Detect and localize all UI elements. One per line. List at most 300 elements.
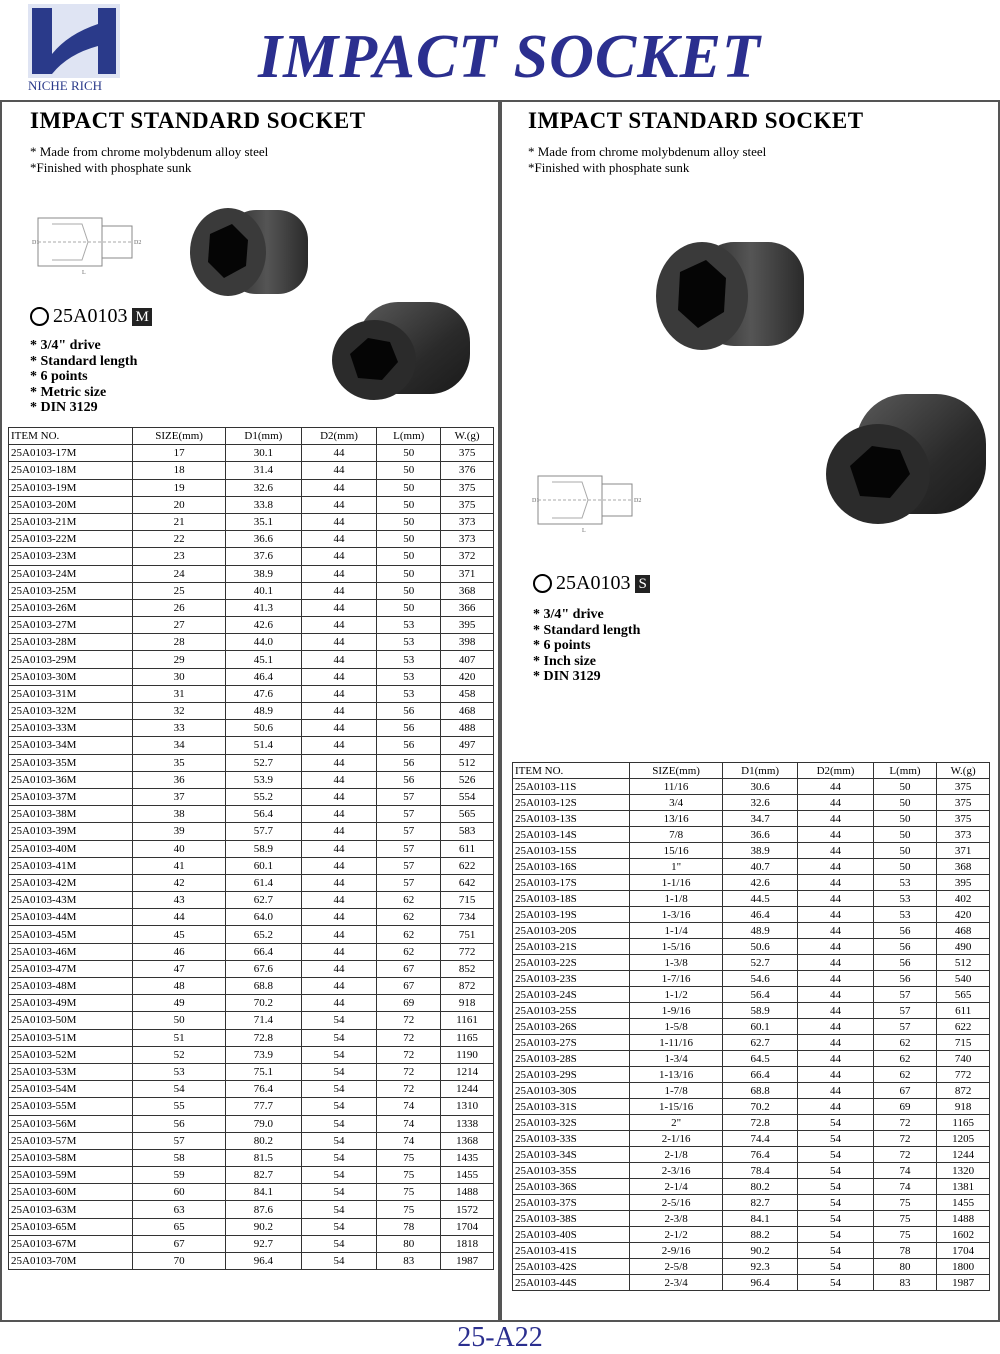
table-row: [9, 926, 494, 943]
table-cell: 25A0103-20M: [9, 496, 133, 513]
table-cell: 25A0103-42M: [9, 874, 133, 891]
table-row: [513, 779, 990, 795]
table-cell: 375: [441, 445, 494, 462]
table-cell: 622: [937, 1019, 990, 1035]
table-cell: 47: [133, 960, 226, 977]
table-row: [9, 960, 494, 977]
table-cell: 25A0103-31M: [9, 685, 133, 702]
table-cell: 25A0103-36M: [9, 771, 133, 788]
table-cell: 25A0103-32S: [513, 1115, 630, 1131]
table-row: [513, 1099, 990, 1115]
table-cell: 76.4: [226, 1081, 302, 1098]
table-cell: 32.6: [226, 479, 302, 496]
table-cell: 42: [133, 874, 226, 891]
table-cell: 72: [873, 1131, 937, 1147]
table-cell: 25A0103-59M: [9, 1167, 133, 1184]
table-cell: 35: [133, 754, 226, 771]
table-cell: 44: [133, 909, 226, 926]
table-cell: 25A0103-63M: [9, 1201, 133, 1218]
table-cell: 1338: [441, 1115, 494, 1132]
table-cell: 50: [377, 548, 441, 565]
table-row: [9, 823, 494, 840]
table-row: [9, 857, 494, 874]
right-panel-title: IMPACT STANDARD SOCKET: [528, 108, 864, 133]
table-cell: 58.9: [226, 840, 302, 857]
table-cell: 368: [937, 859, 990, 875]
table-row: [513, 1147, 990, 1163]
table-cell: 80.2: [722, 1179, 797, 1195]
table-cell: 407: [441, 651, 494, 668]
table-cell: 54: [301, 1149, 377, 1166]
table-cell: 1-1/2: [630, 987, 723, 1003]
table-row: [9, 892, 494, 909]
table-cell: 25A0103-18S: [513, 891, 630, 907]
table-cell: 50: [873, 827, 937, 843]
table-cell: 62: [873, 1035, 937, 1051]
table-cell: 25A0103-25S: [513, 1003, 630, 1019]
table-cell: 25A0103-58M: [9, 1149, 133, 1166]
spec-line: * Standard length: [30, 353, 138, 369]
table-cell: 50.6: [226, 720, 302, 737]
table-cell: 44: [301, 771, 377, 788]
table-cell: 44: [798, 779, 873, 795]
table-cell: 1-3/8: [630, 955, 723, 971]
table-cell: 1-15/16: [630, 1099, 723, 1115]
table-row: [9, 479, 494, 496]
table-row: [513, 859, 990, 875]
table-cell: 57: [377, 806, 441, 823]
table-cell: 51.4: [226, 737, 302, 754]
table-cell: 34: [133, 737, 226, 754]
table-cell: 2-5/16: [630, 1195, 723, 1211]
table-cell: 25A0103-27S: [513, 1035, 630, 1051]
table-cell: 25A0103-40M: [9, 840, 133, 857]
table-row: [513, 1259, 990, 1275]
table-cell: 622: [441, 857, 494, 874]
table-cell: 53.9: [226, 771, 302, 788]
table-cell: 918: [937, 1099, 990, 1115]
table-row: [513, 1019, 990, 1035]
table-cell: 44: [301, 909, 377, 926]
table-cell: 52.7: [722, 955, 797, 971]
table-cell: 78.4: [722, 1163, 797, 1179]
table-cell: 2": [630, 1115, 723, 1131]
table-cell: 96.4: [722, 1275, 797, 1291]
table-cell: 25A0103-39M: [9, 823, 133, 840]
table-cell: 62.7: [226, 892, 302, 909]
table-cell: 56: [873, 939, 937, 955]
table-cell: 72: [377, 1012, 441, 1029]
table-cell: 43: [133, 892, 226, 909]
table-cell: 25A0103-49M: [9, 995, 133, 1012]
table-row: [9, 943, 494, 960]
table-cell: 54: [798, 1147, 873, 1163]
table-cell: 44: [301, 479, 377, 496]
table-row: [9, 720, 494, 737]
table-cell: 25A0103-16S: [513, 859, 630, 875]
table-cell: 82.7: [722, 1195, 797, 1211]
table-cell: 25A0103-27M: [9, 617, 133, 634]
table-cell: 373: [937, 827, 990, 843]
table-cell: 55.2: [226, 788, 302, 805]
table-cell: 39: [133, 823, 226, 840]
table-cell: 87.6: [226, 1201, 302, 1218]
table-cell: 24: [133, 565, 226, 582]
table-cell: 54: [798, 1211, 873, 1227]
table-cell: 490: [937, 939, 990, 955]
table-cell: 50: [377, 599, 441, 616]
table-cell: 51: [133, 1029, 226, 1046]
table-cell: 36: [133, 771, 226, 788]
table-cell: 44: [301, 617, 377, 634]
table-cell: 53: [133, 1063, 226, 1080]
table-cell: 54: [133, 1081, 226, 1098]
table-cell: 37.6: [226, 548, 302, 565]
table-header: [513, 763, 990, 779]
table-row: [513, 891, 990, 907]
table-cell: 20: [133, 496, 226, 513]
table-cell: 75: [873, 1195, 937, 1211]
table-row: [513, 1131, 990, 1147]
brand-name: NICHE RICH: [28, 78, 103, 93]
table-cell: 25A0103-13S: [513, 811, 630, 827]
page-number: 25-A22: [457, 1322, 543, 1353]
table-cell: 74.4: [722, 1131, 797, 1147]
table-cell: 44: [301, 445, 377, 462]
table-cell: 58: [133, 1149, 226, 1166]
table-cell: 66.4: [722, 1067, 797, 1083]
table-cell: 25A0103-51M: [9, 1029, 133, 1046]
table-cell: 25A0103-17M: [9, 445, 133, 462]
table-cell: 38.9: [226, 565, 302, 582]
table-cell: 25A0103-37S: [513, 1195, 630, 1211]
left-product-code: [30, 305, 152, 328]
table-cell: 62.7: [722, 1035, 797, 1051]
table-row: [9, 806, 494, 823]
size-badge: M: [132, 308, 151, 326]
table-cell: 25A0103-19M: [9, 479, 133, 496]
table-row: [9, 1167, 494, 1184]
table-cell: 25A0103-30M: [9, 668, 133, 685]
table-cell: 2-1/16: [630, 1131, 723, 1147]
table-cell: 80.2: [226, 1132, 302, 1149]
table-cell: 57: [377, 840, 441, 857]
table-cell: 41: [133, 857, 226, 874]
table-cell: 526: [441, 771, 494, 788]
table-cell: 70: [133, 1253, 226, 1270]
table-cell: 872: [441, 978, 494, 995]
table-cell: 371: [441, 565, 494, 582]
table-cell: 44: [301, 685, 377, 702]
table-cell: 458: [441, 685, 494, 702]
table-cell: 1165: [937, 1115, 990, 1131]
table-cell: 375: [441, 496, 494, 513]
table-cell: 772: [441, 943, 494, 960]
table-cell: 64.0: [226, 909, 302, 926]
table-cell: 58.9: [722, 1003, 797, 1019]
table-cell: 72: [873, 1115, 937, 1131]
table-cell: 25A0103-21S: [513, 939, 630, 955]
table-cell: 54: [301, 1218, 377, 1235]
table-cell: 50: [377, 565, 441, 582]
table-cell: 44: [798, 827, 873, 843]
table-cell: 50: [133, 1012, 226, 1029]
table-row: [9, 1201, 494, 1218]
table-cell: 60: [133, 1184, 226, 1201]
table-cell: 368: [441, 582, 494, 599]
column-header: SIZE(mm): [133, 428, 226, 445]
table-cell: 25A0103-15S: [513, 843, 630, 859]
table-cell: 44: [301, 720, 377, 737]
table-cell: 1244: [441, 1081, 494, 1098]
table-cell: 44: [798, 1051, 873, 1067]
svg-text:L: L: [582, 528, 586, 534]
table-cell: 1165: [441, 1029, 494, 1046]
table-cell: 38.9: [722, 843, 797, 859]
table-cell: 44: [798, 1003, 873, 1019]
table-cell: 40.7: [722, 859, 797, 875]
table-row: [513, 1163, 990, 1179]
table-cell: 54: [301, 1201, 377, 1218]
table-cell: 56: [873, 955, 937, 971]
spec-line: * Inch size: [533, 653, 596, 669]
table-cell: 44: [301, 582, 377, 599]
table-cell: 54.6: [722, 971, 797, 987]
right-specs: [533, 607, 640, 685]
left-spec-table: [8, 427, 494, 1270]
table-row: [9, 1184, 494, 1201]
table-cell: 32.6: [722, 795, 797, 811]
table-cell: 73.9: [226, 1046, 302, 1063]
table-cell: 53: [377, 668, 441, 685]
table-cell: 25A0103-23S: [513, 971, 630, 987]
table-cell: 1-11/16: [630, 1035, 723, 1051]
table-cell: 1704: [937, 1243, 990, 1259]
table-cell: 57: [133, 1132, 226, 1149]
table-cell: 44: [301, 496, 377, 513]
table-cell: 74: [873, 1179, 937, 1195]
table-cell: 74: [377, 1098, 441, 1115]
table-cell: 25A0103-54M: [9, 1081, 133, 1098]
table-cell: 83: [873, 1275, 937, 1291]
table-cell: 497: [441, 737, 494, 754]
table-cell: 1-13/16: [630, 1067, 723, 1083]
table-cell: 25A0103-23M: [9, 548, 133, 565]
column-header: ITEM NO.: [513, 763, 630, 779]
table-cell: 44: [301, 943, 377, 960]
table-cell: 33: [133, 720, 226, 737]
table-cell: 44: [798, 987, 873, 1003]
table-cell: 72: [377, 1029, 441, 1046]
table-cell: 44: [301, 599, 377, 616]
table-row: [9, 1235, 494, 1252]
table-cell: 56: [377, 771, 441, 788]
table-cell: 50: [377, 582, 441, 599]
table-cell: 565: [441, 806, 494, 823]
table-row: [9, 634, 494, 651]
table-cell: 50: [377, 445, 441, 462]
right-socket-diagram: [532, 470, 644, 534]
table-cell: 54: [301, 1235, 377, 1252]
table-cell: 3/4: [630, 795, 723, 811]
table-cell: 54: [301, 1253, 377, 1270]
table-cell: 25A0103-45M: [9, 926, 133, 943]
table-cell: 642: [441, 874, 494, 891]
table-cell: 90.2: [722, 1243, 797, 1259]
column-header: L(mm): [873, 763, 937, 779]
size-badge: S: [635, 575, 649, 593]
table-row: [9, 565, 494, 582]
table-cell: 27: [133, 617, 226, 634]
table-cell: 44: [798, 859, 873, 875]
table-cell: 25A0103-53M: [9, 1063, 133, 1080]
table-cell: 37: [133, 788, 226, 805]
table-cell: 420: [441, 668, 494, 685]
table-cell: 583: [441, 823, 494, 840]
table-row: [9, 1029, 494, 1046]
table-cell: 25A0103-12S: [513, 795, 630, 811]
table-cell: 1488: [441, 1184, 494, 1201]
table-cell: 25A0103-57M: [9, 1132, 133, 1149]
column-header: L(mm): [377, 428, 441, 445]
table-cell: 42.6: [722, 875, 797, 891]
table-cell: 74: [377, 1132, 441, 1149]
table-cell: 54: [798, 1179, 873, 1195]
column-header: D2(mm): [798, 763, 873, 779]
table-row: [9, 582, 494, 599]
table-cell: 52: [133, 1046, 226, 1063]
table-cell: 42.6: [226, 617, 302, 634]
table-cell: 44: [301, 754, 377, 771]
table-cell: 75: [873, 1211, 937, 1227]
table-row: [9, 874, 494, 891]
table-row: [513, 811, 990, 827]
column-header: SIZE(mm): [630, 763, 723, 779]
table-cell: 75: [377, 1167, 441, 1184]
table-cell: 715: [937, 1035, 990, 1051]
table-cell: 25A0103-29M: [9, 651, 133, 668]
table-row: [513, 1195, 990, 1211]
spec-line: * 6 points: [30, 369, 88, 384]
table-cell: 54: [301, 1167, 377, 1184]
table-cell: 44: [798, 875, 873, 891]
table-cell: 50: [377, 479, 441, 496]
table-cell: 90.2: [226, 1218, 302, 1235]
table-cell: 65: [133, 1218, 226, 1235]
table-cell: 83: [377, 1253, 441, 1270]
table-cell: 54: [798, 1227, 873, 1243]
table-row: [9, 788, 494, 805]
table-cell: 44: [798, 1035, 873, 1051]
right-features: [528, 144, 766, 176]
table-row: [9, 703, 494, 720]
table-cell: 1161: [441, 1012, 494, 1029]
table-cell: 44: [301, 857, 377, 874]
table-cell: 44: [798, 923, 873, 939]
table-cell: 1818: [441, 1235, 494, 1252]
table-row: [9, 617, 494, 634]
table-cell: 25A0103-21M: [9, 513, 133, 530]
svg-text:D1: D1: [532, 498, 540, 504]
table-cell: 734: [441, 909, 494, 926]
svg-text:D2: D2: [634, 498, 642, 504]
table-cell: 75: [873, 1227, 937, 1243]
table-cell: 25A0103-41M: [9, 857, 133, 874]
table-cell: 48.9: [722, 923, 797, 939]
table-cell: 15/16: [630, 843, 723, 859]
table-cell: 67: [133, 1235, 226, 1252]
table-cell: 40.1: [226, 582, 302, 599]
table-cell: 1572: [441, 1201, 494, 1218]
table-cell: 50: [873, 795, 937, 811]
table-cell: 25A0103-17S: [513, 875, 630, 891]
table-row: [9, 771, 494, 788]
table-cell: 50: [873, 843, 937, 859]
table-cell: 56.4: [722, 987, 797, 1003]
table-cell: 96.4: [226, 1253, 302, 1270]
table-cell: 1-3/4: [630, 1051, 723, 1067]
table-cell: 375: [937, 795, 990, 811]
table-cell: 44: [301, 995, 377, 1012]
product-code-text: 25A0103: [53, 305, 128, 327]
table-cell: 40: [133, 840, 226, 857]
column-header: D2(mm): [301, 428, 377, 445]
table-cell: 44: [798, 1083, 873, 1099]
table-cell: 29: [133, 651, 226, 668]
table-cell: 57: [873, 987, 937, 1003]
table-cell: 47.6: [226, 685, 302, 702]
table-cell: 25A0103-32M: [9, 703, 133, 720]
table-cell: 25A0103-24M: [9, 565, 133, 582]
table-cell: 74: [873, 1163, 937, 1179]
column-header: W.(g): [441, 428, 494, 445]
table-cell: 54: [798, 1243, 873, 1259]
table-cell: 44: [798, 939, 873, 955]
table-cell: 64.5: [722, 1051, 797, 1067]
table-row: [9, 548, 494, 565]
right-socket-photo-1: [652, 232, 812, 362]
table-cell: 31.4: [226, 462, 302, 479]
table-cell: 57: [377, 823, 441, 840]
table-cell: 61.4: [226, 874, 302, 891]
table-row: [9, 513, 494, 530]
table-cell: 44.5: [722, 891, 797, 907]
table-cell: 71.4: [226, 1012, 302, 1029]
table-cell: 420: [937, 907, 990, 923]
table-cell: 1320: [937, 1163, 990, 1179]
table-cell: 44: [301, 926, 377, 943]
table-cell: 44: [301, 548, 377, 565]
table-cell: 36.6: [226, 531, 302, 548]
table-cell: 50: [873, 859, 937, 875]
table-row: [513, 955, 990, 971]
table-cell: 50: [377, 531, 441, 548]
table-cell: 375: [441, 479, 494, 496]
table-cell: 31: [133, 685, 226, 702]
table-cell: 25A0103-14S: [513, 827, 630, 843]
table-cell: 25A0103-47M: [9, 960, 133, 977]
right-socket-photo-2: [822, 388, 992, 528]
table-cell: 75.1: [226, 1063, 302, 1080]
table-cell: 78: [873, 1243, 937, 1259]
table-cell: 54: [798, 1275, 873, 1291]
table-row: [9, 496, 494, 513]
table-cell: 84.1: [226, 1184, 302, 1201]
table-cell: 25A0103-25M: [9, 582, 133, 599]
table-cell: 50: [873, 779, 937, 795]
table-row: [9, 685, 494, 702]
table-cell: 44: [301, 513, 377, 530]
